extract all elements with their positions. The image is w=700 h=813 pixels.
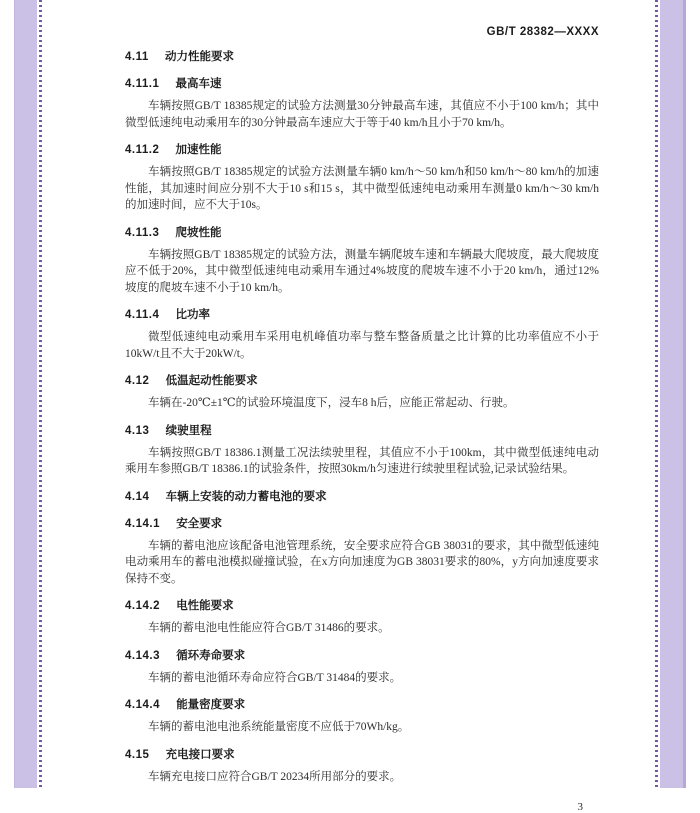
section-title: 能量密度要求 bbox=[176, 699, 246, 711]
section-title: 循环寿命要求 bbox=[176, 649, 246, 662]
section-number: 4.14.4 bbox=[125, 699, 160, 711]
document-page bbox=[42, 0, 655, 813]
section-title: 安全要求 bbox=[176, 517, 223, 530]
section-number: 4.11 bbox=[125, 51, 149, 63]
section-heading bbox=[125, 517, 599, 532]
section-heading bbox=[125, 308, 599, 323]
section-title: 续驶里程 bbox=[165, 424, 212, 437]
paragraph: 微型低速纯电动乘用车采用电机峰值功率与整车整备质量之比计算的比功率值应不小于10kW/t且不大于20kW/t。 bbox=[125, 331, 599, 360]
section-heading bbox=[125, 748, 599, 763]
section-heading bbox=[125, 226, 599, 241]
left-border-band bbox=[14, 0, 37, 788]
section-title: 加速性能 bbox=[175, 144, 222, 156]
paragraph: 车辆在-20℃±1℃的试验环境温度下，浸车8 h后，应能正常起动、行驶。 bbox=[148, 397, 515, 409]
section-heading bbox=[125, 143, 599, 158]
paragraph: 车辆的蓄电池电性能应符合GB/T 31486的要求。 bbox=[148, 622, 390, 634]
section-number: 4.14.3 bbox=[125, 649, 160, 662]
paragraph: 车辆按照GB/T 18386.1测量工况法续驶里程，其值应不小于100km，其中微型低速纯电动乘用车参照GB/T 18386.1的试验条件，按照30km/h匀速进行续驶里程试验,记录试验结果。 bbox=[125, 446, 599, 475]
section-heading bbox=[125, 649, 599, 664]
paragraph: 车辆的蓄电池循环寿命应符合GB/T 31484的要求。 bbox=[148, 671, 402, 684]
paragraph: 车辆的蓄电池电池系统能量密度不应低于70Wh/kg。 bbox=[148, 721, 410, 733]
section-title: 最高车速 bbox=[175, 78, 222, 90]
section-heading bbox=[125, 490, 599, 505]
section-number: 4.11.2 bbox=[125, 144, 160, 156]
paragraph: 车辆按照GB/T 18385规定的试验方法测量30分钟最高车速，其值应不小于100 km/h；其中微型低速纯电动乘用车的30分钟最高车速应大于等于40 km/h且小于70 km/h。 bbox=[125, 100, 599, 129]
section-number: 4.14.1 bbox=[125, 517, 160, 530]
standard-number-header: GB/T 28382—XXXX bbox=[486, 26, 599, 38]
right-dotted-line bbox=[655, 0, 658, 788]
right-border-band bbox=[660, 0, 686, 788]
section-heading bbox=[125, 374, 599, 389]
section-title: 充电接口要求 bbox=[165, 748, 235, 761]
paragraph: 车辆按照GB/T 18385规定的试验方法测量车辆0 km/h～50 km/h和50 km/h～80 km/h的加速性能，其加速时间应分别不大于10 s和15 s，其中微型低速纯电动乘用车测量0 km/h～30 km/h 的加速时间，应不大于10s。 bbox=[125, 166, 599, 211]
section-number: 4.13 bbox=[125, 424, 150, 437]
paragraph: 车辆的蓄电池应该配备电池管理系统，安全要求应符合GB 38031的要求，其中微型低速纯电动乘用车的蓄电池模拟碰撞试验，在x方向加速度为GB 38031要求的80%，y方向加速度要求保持不变。 bbox=[125, 539, 599, 585]
paragraph: 车辆充电接口应符合GB/T 20234所用部分的要求。 bbox=[148, 770, 402, 783]
section-title: 爬坡性能 bbox=[175, 226, 222, 239]
document-body bbox=[125, 50, 599, 785]
section-title: 车辆上安装的动力蓄电池的要求 bbox=[165, 490, 327, 503]
section-heading bbox=[125, 77, 599, 92]
section-number: 4.14 bbox=[125, 490, 150, 503]
paragraph: 车辆按照GB/T 18385规定的试验方法，测量车辆爬坡车速和车辆最大爬坡度，最大爬坡度应不低于20%，其中微型低速纯电动乘用车通过4%坡度的爬坡车速不小于20 km/h，通过12%坡度的爬坡车速不小于10 km/h。 bbox=[125, 248, 599, 294]
section-title: 低温起动性能要求 bbox=[165, 375, 258, 387]
section-number: 4.12 bbox=[125, 375, 150, 387]
section-heading bbox=[125, 424, 599, 439]
section-title: 动力性能要求 bbox=[164, 51, 234, 63]
page-number: 3 bbox=[577, 801, 583, 813]
section-title: 比功率 bbox=[175, 309, 211, 321]
section-number: 4.11.3 bbox=[125, 226, 160, 239]
section-heading bbox=[125, 50, 599, 65]
section-heading bbox=[125, 599, 599, 614]
section-number: 4.11.1 bbox=[125, 78, 160, 90]
section-heading bbox=[125, 698, 599, 713]
section-number: 4.11.4 bbox=[125, 309, 160, 321]
section-number: 4.15 bbox=[125, 748, 150, 761]
section-title: 电性能要求 bbox=[176, 600, 234, 612]
section-number: 4.14.2 bbox=[125, 600, 160, 612]
